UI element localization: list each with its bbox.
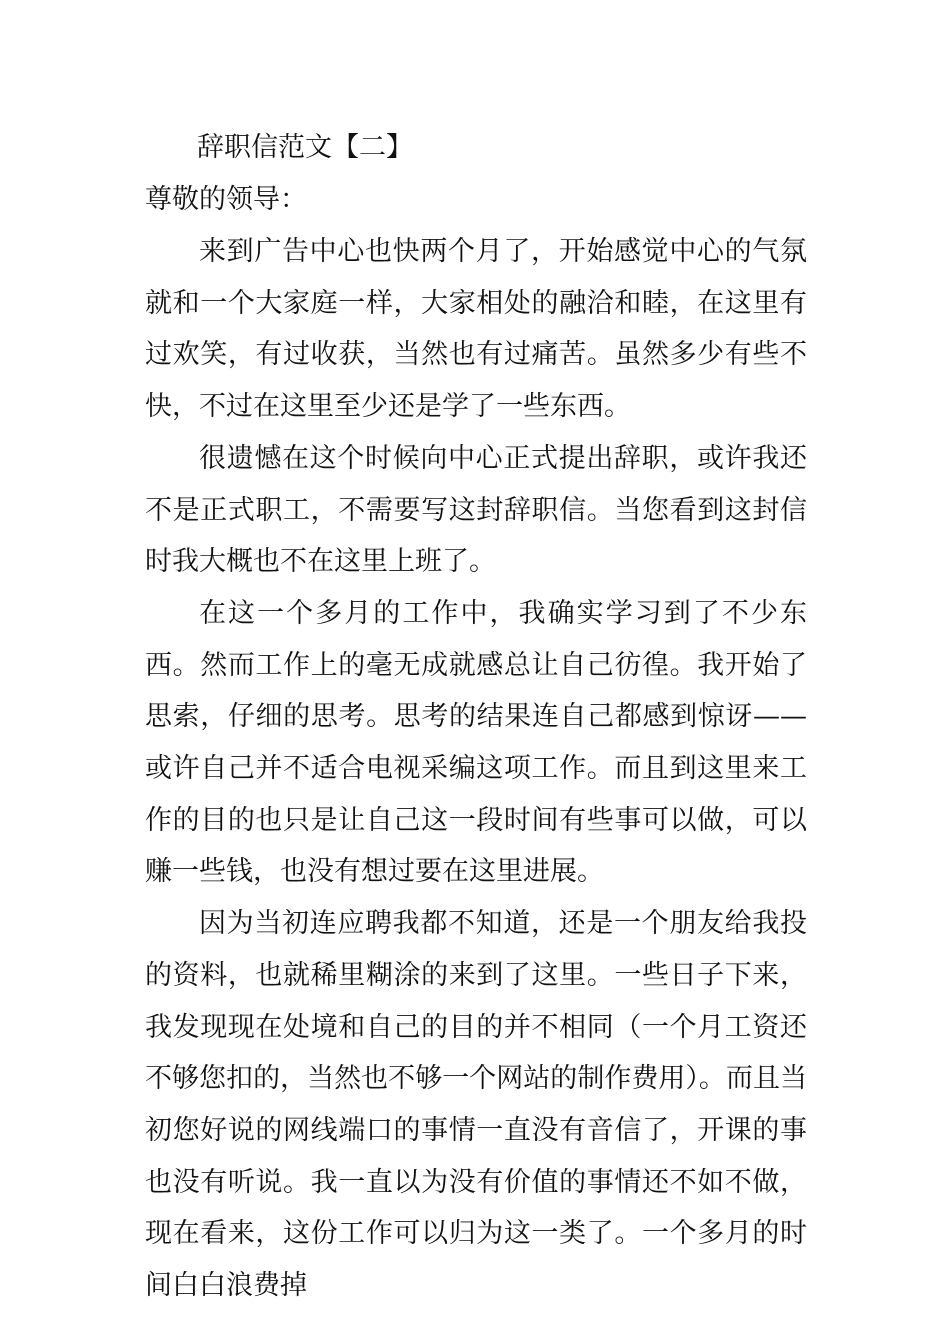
letter-body	[145, 226, 807, 1312]
paragraph-2: 很遗憾在这个时候向中心正式提出辞职，或许我还不是正式职工，不需要写这封辞职信。当您看到这封信时我大概也不在这里上班了。	[145, 442, 807, 578]
document-title: 辞职信范文【二】	[197, 132, 413, 163]
paragraph-4: 因为当初连应聘我都不知道，还是一个朋友给我投的资料，也就稀里糊涂的来到了这里。一些日子下来，我发现现在处境和自己的目的并不相同（一个月工资还不够您扣的，当然也不够一个网站的制作费用）。而且当初您好说的网线端口的事情一直没有音信了，开课的事也没有听说。我一直以为没有价值的事情还不如不做，现在看来，这份工作可以归为这一类了。一个多月的时间白白浪费掉	[145, 908, 807, 1302]
paragraph-3: 在这一个多月的工作中，我确实学习到了不少东西。然而工作上的毫无成就感总让自己彷徨。我开始了思索，仔细的思考。思考的结果连自己都感到惊讶——或许自己并不适合电视采编这项工作。而且到这里来工作的目的也只是让自己这一段时间有些事可以做，可以赚一些钱，也没有想过要在这里进展。	[145, 597, 807, 888]
paragraph-1: 来到广告中心也快两个月了，开始感觉中心的气氛就和一个大家庭一样，大家相处的融洽和睦，在这里有过欢笑，有过收获，当然也有过痛苦。虽然多少有些不快，不过在这里至少还是学了一些东西。	[145, 236, 807, 423]
salutation: 尊敬的领导：	[145, 184, 307, 215]
